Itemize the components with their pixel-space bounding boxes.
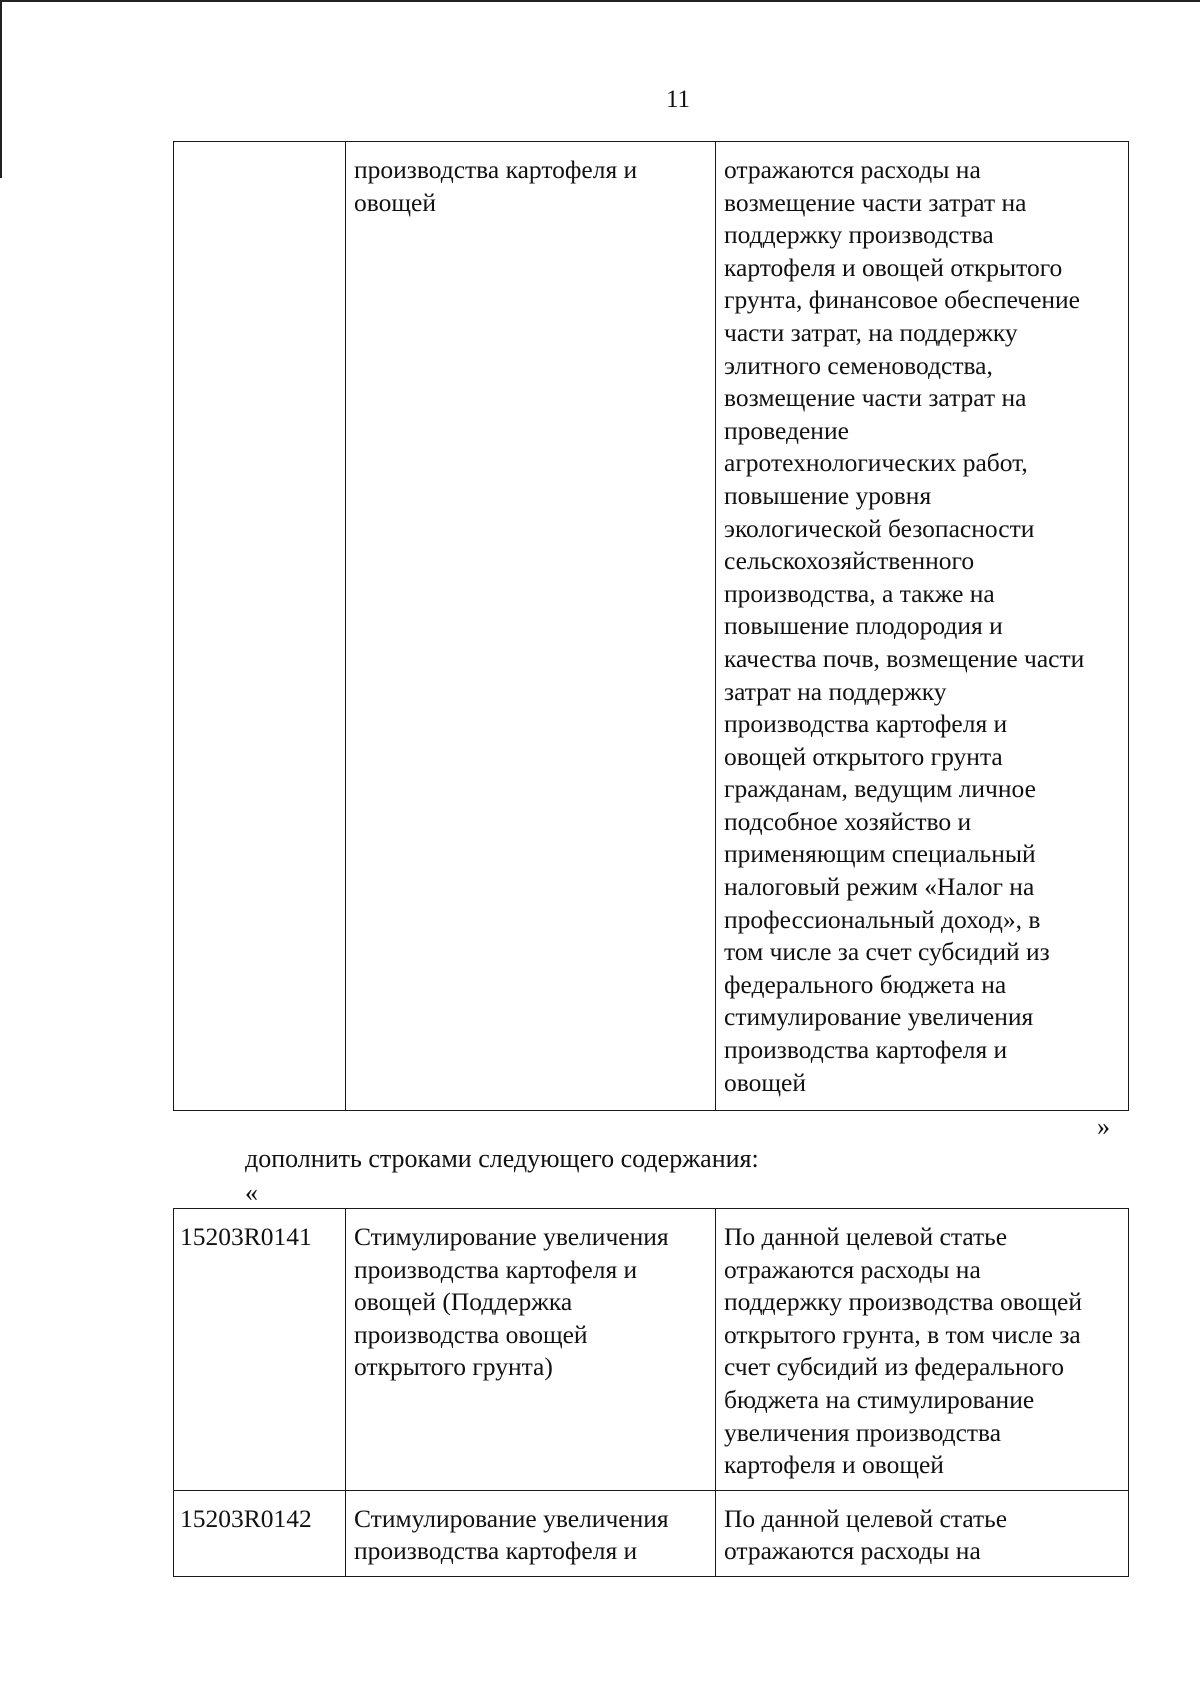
code-cell bbox=[174, 1490, 346, 1576]
table-row bbox=[174, 1209, 1129, 1491]
name-text: производства картофеля и овощей bbox=[354, 155, 638, 217]
code-text: 15203R0141 bbox=[180, 1222, 312, 1251]
name-text: Стимулирование увеличения производства картофеля и bbox=[354, 1503, 669, 1566]
opening-quote: « bbox=[245, 1178, 258, 1207]
name-cell bbox=[346, 142, 716, 1111]
description-cell bbox=[716, 1209, 1129, 1491]
description-text: По данной целевой статье отражаются расходы на bbox=[724, 1503, 1008, 1566]
description-cell bbox=[716, 1490, 1129, 1576]
description-cell bbox=[716, 142, 1129, 1111]
code-cell bbox=[174, 1209, 346, 1491]
scan-left-edge bbox=[0, 0, 2, 178]
code-text: 15203R0142 bbox=[180, 1503, 312, 1533]
closing-quote: » bbox=[1097, 1112, 1110, 1141]
continued-table bbox=[173, 141, 1129, 1111]
scan-top-edge bbox=[0, 0, 1200, 2]
added-rows-table bbox=[173, 1208, 1129, 1577]
instruction-text: дополнить строками следующего содержания: bbox=[245, 1144, 759, 1173]
page-number: 11 bbox=[665, 86, 691, 113]
name-cell bbox=[346, 1490, 716, 1576]
description-text: По данной целевой статье отражаются расходы на поддержку производства овощей открытого грунта, в том числе за счет субсидий из федерального бюджета на стимулирование увеличения производства картофеля и овощей bbox=[724, 1222, 1082, 1480]
table-row bbox=[174, 142, 1129, 1111]
table-row bbox=[174, 1490, 1129, 1576]
name-text: Стимулирование увеличения производства картофеля и овощей (Поддержка производства овощей открытого грунта) bbox=[354, 1222, 669, 1382]
code-cell bbox=[174, 142, 346, 1111]
name-cell bbox=[346, 1209, 716, 1491]
description-text: отражаются расходы на возмещение части затрат на поддержку производства картофеля и овощей открытого грунта, финансовое обеспечение части затрат, на поддержку элитного семеноводства, возмещение части затрат на проведение агротехнологических работ, повышение уровня экологической безопасности сельскохозяйственного производства, а также на повышение плодородия и качества почв, возмещение части затрат на поддержку производства картофеля и овощей открытого грунта гражданам, ведущим личное подсобное хозяйство и применяющим специальный налоговый режим «Налог на профессиональный доход», в том числе за счет субсидий из федерального бюджета на стимулирование увеличения производства картофеля и овощей bbox=[724, 155, 1085, 1097]
